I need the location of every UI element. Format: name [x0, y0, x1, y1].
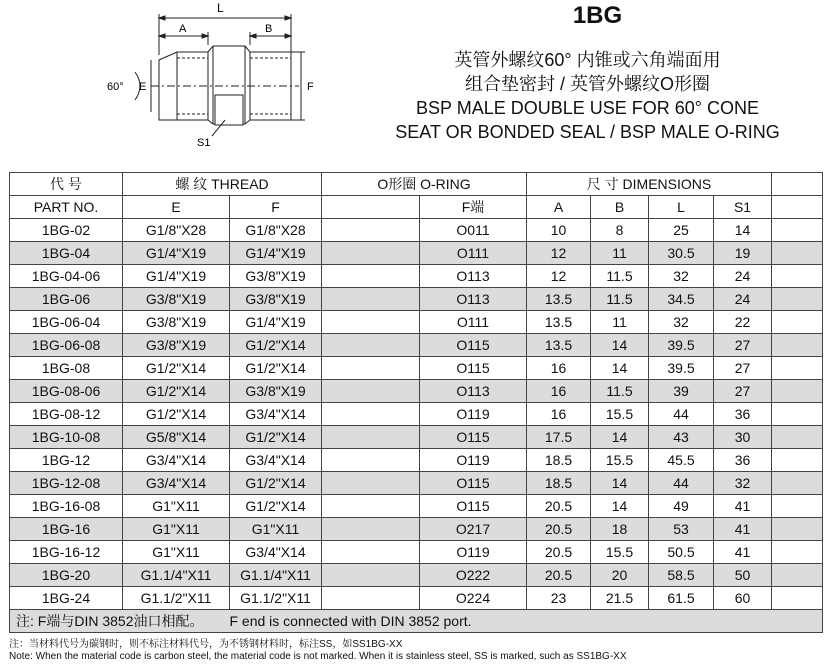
cell-dim-s1: 41 — [714, 541, 772, 564]
cell-dim-b: 14 — [591, 472, 649, 495]
cell-dim-a: 13.5 — [527, 288, 591, 311]
cell-extra — [772, 587, 823, 610]
cell-dim-b: 15.5 — [591, 449, 649, 472]
cell-part-no: 1BG-04 — [10, 242, 123, 265]
footnotes — [9, 639, 829, 663]
cell-blank — [322, 495, 420, 518]
cell-thread-f: G1/8"X28 — [230, 219, 322, 242]
cell-dim-s1: 14 — [714, 219, 772, 242]
table-row — [10, 587, 823, 610]
cell-dim-l: 44 — [649, 472, 714, 495]
drawing-label-b: B — [265, 23, 273, 35]
cell-dim-l: 25 — [649, 219, 714, 242]
cell-part-no: 1BG-04-06 — [10, 265, 123, 288]
cell-o-ring: O115 — [420, 426, 527, 449]
table-row — [10, 311, 823, 334]
cell-dim-b: 11 — [591, 311, 649, 334]
table-row — [10, 403, 823, 426]
cell-dim-b: 20 — [591, 564, 649, 587]
header-a: A — [527, 196, 591, 219]
cell-dim-l: 32 — [649, 265, 714, 288]
cell-dim-a: 10 — [527, 219, 591, 242]
cell-dim-b: 14 — [591, 426, 649, 449]
cell-part-no: 1BG-06-04 — [10, 311, 123, 334]
cell-o-ring: O119 — [420, 541, 527, 564]
cell-dim-a: 13.5 — [527, 334, 591, 357]
cell-dim-s1: 24 — [714, 288, 772, 311]
cell-thread-e: G1/4"X19 — [123, 265, 230, 288]
table-header-row-2 — [10, 196, 823, 219]
cell-blank — [322, 403, 420, 426]
cell-dim-l: 61.5 — [649, 587, 714, 610]
cell-o-ring: O111 — [420, 311, 527, 334]
cell-dim-l: 39.5 — [649, 357, 714, 380]
cell-o-ring: O111 — [420, 242, 527, 265]
cell-o-ring: O119 — [420, 449, 527, 472]
table-row — [10, 334, 823, 357]
cell-dim-s1: 27 — [714, 357, 772, 380]
cell-extra — [772, 265, 823, 288]
cell-extra — [772, 472, 823, 495]
cell-o-ring: O115 — [420, 495, 527, 518]
cell-thread-e: G1"X11 — [123, 518, 230, 541]
cell-blank — [322, 242, 420, 265]
cell-dim-l: 58.5 — [649, 564, 714, 587]
cell-thread-f: G1"X11 — [230, 518, 322, 541]
drawing-label-angle: 60° — [107, 81, 124, 93]
cell-blank — [322, 334, 420, 357]
cell-extra — [772, 541, 823, 564]
cell-o-ring: O011 — [420, 219, 527, 242]
cell-blank — [322, 357, 420, 380]
cell-thread-f: G3/8"X19 — [230, 265, 322, 288]
cell-o-ring: O119 — [420, 403, 527, 426]
cell-extra — [772, 288, 823, 311]
table-row — [10, 219, 823, 242]
cell-dim-l: 53 — [649, 518, 714, 541]
cell-dim-b: 11.5 — [591, 288, 649, 311]
cell-dim-l: 39 — [649, 380, 714, 403]
cell-dim-b: 14 — [591, 495, 649, 518]
cell-dim-b: 14 — [591, 357, 649, 380]
cell-part-no: 1BG-20 — [10, 564, 123, 587]
cell-part-no: 1BG-02 — [10, 219, 123, 242]
cell-dim-b: 11 — [591, 242, 649, 265]
cell-dim-l: 39.5 — [649, 334, 714, 357]
header-code-cn: 代 号 — [10, 173, 123, 196]
cell-thread-f: G3/8"X19 — [230, 380, 322, 403]
cell-dim-b: 8 — [591, 219, 649, 242]
cell-blank — [322, 541, 420, 564]
description-line-en-2: SEAT OR BONDED SEAL / BSP MALE O-RING — [395, 122, 780, 142]
cell-blank — [322, 449, 420, 472]
cell-dim-s1: 27 — [714, 334, 772, 357]
cell-thread-e: G1/2"X14 — [123, 357, 230, 380]
header-blank — [322, 196, 420, 219]
cell-o-ring: O222 — [420, 564, 527, 587]
cell-dim-a: 16 — [527, 380, 591, 403]
product-description — [340, 48, 835, 144]
cell-dim-a: 12 — [527, 265, 591, 288]
cell-extra — [772, 334, 823, 357]
cell-extra — [772, 449, 823, 472]
cell-blank — [322, 564, 420, 587]
cell-blank — [322, 311, 420, 334]
table-row — [10, 426, 823, 449]
cell-dim-a: 20.5 — [527, 564, 591, 587]
table-note-cell — [10, 610, 823, 633]
cell-o-ring: O113 — [420, 288, 527, 311]
cell-dim-s1: 27 — [714, 380, 772, 403]
cell-dim-b: 14 — [591, 334, 649, 357]
description-line-en-1: BSP MALE DOUBLE USE FOR 60° CONE — [416, 98, 759, 118]
cell-part-no: 1BG-08 — [10, 357, 123, 380]
cell-dim-a: 20.5 — [527, 541, 591, 564]
cell-part-no: 1BG-16-08 — [10, 495, 123, 518]
cell-o-ring: O115 — [420, 357, 527, 380]
cell-thread-e: G1/2"X14 — [123, 403, 230, 426]
cell-extra — [772, 403, 823, 426]
cell-dim-s1: 32 — [714, 472, 772, 495]
table-note-row — [10, 610, 823, 633]
table-row — [10, 380, 823, 403]
cell-dim-l: 30.5 — [649, 242, 714, 265]
cell-dim-s1: 50 — [714, 564, 772, 587]
cell-thread-e: G1/2"X14 — [123, 380, 230, 403]
cell-dim-a: 12 — [527, 242, 591, 265]
cell-dim-a: 13.5 — [527, 311, 591, 334]
drawing-label-s1: S1 — [197, 137, 211, 149]
cell-dim-a: 23 — [527, 587, 591, 610]
cell-thread-e: G1"X11 — [123, 495, 230, 518]
cell-thread-e: G3/4"X14 — [123, 472, 230, 495]
cell-thread-f: G1/2"X14 — [230, 426, 322, 449]
table-body — [10, 219, 823, 610]
cell-thread-e: G1.1/4"X11 — [123, 564, 230, 587]
header-extra — [772, 173, 823, 196]
cell-thread-e: G3/8"X19 — [123, 334, 230, 357]
header-dimensions: 尺 寸 DIMENSIONS — [527, 173, 772, 196]
cell-thread-f: G3/4"X14 — [230, 541, 322, 564]
cell-dim-a: 20.5 — [527, 518, 591, 541]
header-thread: 螺 纹 THREAD — [123, 173, 322, 196]
cell-blank — [322, 265, 420, 288]
cell-dim-a: 18.5 — [527, 472, 591, 495]
cell-extra — [772, 219, 823, 242]
cell-dim-l: 49 — [649, 495, 714, 518]
cell-thread-f: G1/2"X14 — [230, 334, 322, 357]
cell-blank — [322, 518, 420, 541]
cell-o-ring: O115 — [420, 472, 527, 495]
header-extra-2 — [772, 196, 823, 219]
table-row — [10, 288, 823, 311]
cell-blank — [322, 288, 420, 311]
cell-thread-f: G1/2"X14 — [230, 495, 322, 518]
table-row — [10, 265, 823, 288]
cell-thread-e: G3/8"X19 — [123, 311, 230, 334]
cell-part-no: 1BG-12 — [10, 449, 123, 472]
cell-dim-a: 16 — [527, 357, 591, 380]
cell-dim-b: 15.5 — [591, 403, 649, 426]
cell-thread-f: G1/2"X14 — [230, 357, 322, 380]
cell-extra — [772, 564, 823, 587]
cell-dim-s1: 60 — [714, 587, 772, 610]
drawing-label-a: A — [179, 23, 187, 35]
header-oring: O形圈 O-RING — [322, 173, 527, 196]
cell-extra — [772, 426, 823, 449]
drawing-label-e: E — [139, 81, 147, 93]
cell-extra — [772, 380, 823, 403]
cell-o-ring: O113 — [420, 265, 527, 288]
cell-thread-f: G3/8"X19 — [230, 288, 322, 311]
cell-part-no: 1BG-06 — [10, 288, 123, 311]
cell-dim-s1: 30 — [714, 426, 772, 449]
cell-thread-e: G1"X11 — [123, 541, 230, 564]
header-s1: S1 — [714, 196, 772, 219]
table-note-en: F end is connected with DIN 3852 port. — [229, 613, 472, 629]
cell-extra — [772, 311, 823, 334]
cell-dim-l: 32 — [649, 311, 714, 334]
cell-dim-s1: 19 — [714, 242, 772, 265]
cell-blank — [322, 472, 420, 495]
cell-dim-b: 21.5 — [591, 587, 649, 610]
cell-thread-e: G1.1/2"X11 — [123, 587, 230, 610]
cell-extra — [772, 495, 823, 518]
drawing-label-f: F — [307, 81, 314, 93]
description-line-cn-2: 组合垫密封 / 英管外螺纹O形圈 — [464, 74, 710, 94]
description-line-cn-1: 英管外螺纹60° 内锥或六角端面用 — [454, 50, 721, 70]
table-header-row-1 — [10, 173, 823, 196]
footnote-en: Note: When the material code is carbon steel, the material code is not marked. When it is stainless steel, SS is marked, such as SS1BG-XX — [9, 651, 627, 662]
cell-dim-l: 34.5 — [649, 288, 714, 311]
cell-dim-s1: 24 — [714, 265, 772, 288]
cell-thread-e: G1/8"X28 — [123, 219, 230, 242]
header-b: B — [591, 196, 649, 219]
cell-part-no: 1BG-16-12 — [10, 541, 123, 564]
cell-blank — [322, 587, 420, 610]
cell-thread-f: G3/4"X14 — [230, 403, 322, 426]
header-e: E — [123, 196, 230, 219]
cell-thread-e: G1/4"X19 — [123, 242, 230, 265]
cell-thread-e: G5/8"X14 — [123, 426, 230, 449]
cell-dim-b: 15.5 — [591, 541, 649, 564]
header-part-no: PART NO. — [10, 196, 123, 219]
cell-thread-f: G1/4"X19 — [230, 242, 322, 265]
page-title: 1BG — [572, 2, 623, 29]
table-note-cn: 注: F端与DIN 3852油口相配。 — [16, 613, 204, 629]
cell-blank — [322, 426, 420, 449]
cell-dim-l: 44 — [649, 403, 714, 426]
cell-blank — [322, 219, 420, 242]
cell-dim-s1: 41 — [714, 518, 772, 541]
table-row — [10, 541, 823, 564]
cell-extra — [772, 357, 823, 380]
cell-dim-l: 45.5 — [649, 449, 714, 472]
footnote-cn: 注：当材料代号为碳钢时，则不标注材料代号，为不锈钢材料时，标注SS，如SS1BG-XX — [9, 639, 403, 650]
cell-extra — [772, 518, 823, 541]
cell-thread-f: G1.1/2"X11 — [230, 587, 322, 610]
table-row — [10, 242, 823, 265]
cell-dim-a: 16 — [527, 403, 591, 426]
cell-thread-f: G3/4"X14 — [230, 449, 322, 472]
cell-dim-a: 17.5 — [527, 426, 591, 449]
cell-dim-b: 11.5 — [591, 265, 649, 288]
fitting-drawing — [95, 0, 335, 160]
table-row — [10, 449, 823, 472]
cell-part-no: 1BG-10-08 — [10, 426, 123, 449]
cell-o-ring: O113 — [420, 380, 527, 403]
cell-part-no: 1BG-16 — [10, 518, 123, 541]
cell-o-ring: O224 — [420, 587, 527, 610]
table-row — [10, 518, 823, 541]
cell-extra — [772, 242, 823, 265]
cell-part-no: 1BG-06-08 — [10, 334, 123, 357]
cell-part-no: 1BG-08-12 — [10, 403, 123, 426]
cell-thread-e: G3/4"X14 — [123, 449, 230, 472]
table-row — [10, 564, 823, 587]
cell-part-no: 1BG-12-08 — [10, 472, 123, 495]
cell-dim-s1: 36 — [714, 449, 772, 472]
table-row — [10, 495, 823, 518]
cell-part-no: 1BG-08-06 — [10, 380, 123, 403]
cell-dim-s1: 36 — [714, 403, 772, 426]
dimensions-table — [9, 172, 823, 633]
cell-thread-f: G1.1/4"X11 — [230, 564, 322, 587]
cell-dim-b: 18 — [591, 518, 649, 541]
cell-dim-a: 20.5 — [527, 495, 591, 518]
cell-dim-a: 18.5 — [527, 449, 591, 472]
table-row — [10, 357, 823, 380]
header-l: L — [649, 196, 714, 219]
header-f: F — [230, 196, 322, 219]
cell-o-ring: O217 — [420, 518, 527, 541]
header-f-end: F端 — [420, 196, 527, 219]
cell-thread-f: G1/2"X14 — [230, 472, 322, 495]
cell-thread-e: G3/8"X19 — [123, 288, 230, 311]
cell-blank — [322, 380, 420, 403]
drawing-label-l: L — [217, 1, 224, 15]
cell-o-ring: O115 — [420, 334, 527, 357]
cell-dim-l: 50.5 — [649, 541, 714, 564]
cell-dim-s1: 41 — [714, 495, 772, 518]
cell-dim-b: 11.5 — [591, 380, 649, 403]
cell-thread-f: G1/4"X19 — [230, 311, 322, 334]
table-row — [10, 472, 823, 495]
cell-part-no: 1BG-24 — [10, 587, 123, 610]
cell-dim-s1: 22 — [714, 311, 772, 334]
cell-dim-l: 43 — [649, 426, 714, 449]
